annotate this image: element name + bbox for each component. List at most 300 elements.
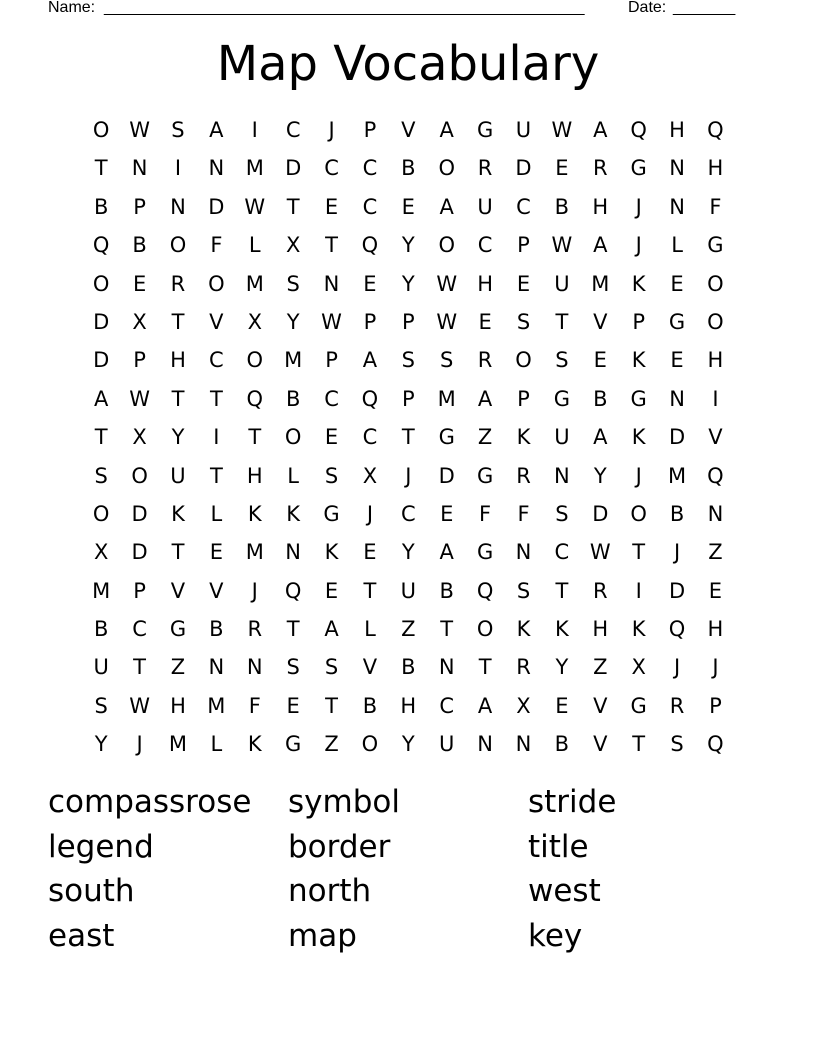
grid-cell[interactable]: G xyxy=(285,732,302,757)
word-list-item: stride xyxy=(528,784,617,820)
grid-cell[interactable]: C xyxy=(400,501,416,526)
grid-cell[interactable]: J xyxy=(635,233,642,258)
grid-cell[interactable]: V xyxy=(708,425,723,450)
name-field[interactable]: ______________________________________________________ xyxy=(104,0,585,16)
word-list-item: east xyxy=(48,917,115,954)
grid-cell[interactable]: A xyxy=(439,118,454,142)
grid-cell[interactable]: R xyxy=(477,348,493,373)
grid-cell[interactable]: Q xyxy=(284,578,302,603)
grid-cell[interactable]: J xyxy=(635,194,642,219)
grid-cell[interactable]: H xyxy=(707,617,724,642)
grid-cell[interactable]: W xyxy=(551,233,573,258)
grid-cell[interactable]: G xyxy=(630,386,647,411)
grid-cell[interactable]: F xyxy=(517,501,530,526)
grid-cell[interactable]: U xyxy=(400,578,416,603)
grid-cell[interactable]: R xyxy=(516,655,531,680)
grid-cell[interactable]: D xyxy=(285,156,302,181)
grid-cell[interactable]: P xyxy=(401,309,415,334)
grid-cell[interactable]: H xyxy=(400,693,417,718)
grid-cell[interactable]: C xyxy=(362,156,378,181)
grid-cell[interactable]: Y xyxy=(171,425,185,450)
grid-cell[interactable]: J xyxy=(251,578,258,603)
grid-cell[interactable]: O xyxy=(92,501,110,526)
grid-cell[interactable]: X xyxy=(631,655,646,680)
grid-cell[interactable]: Z xyxy=(324,732,339,757)
grid-cell[interactable]: M xyxy=(284,348,303,373)
grid-cell[interactable]: D xyxy=(93,309,110,334)
grid-cell[interactable]: S xyxy=(94,693,108,718)
grid-cell[interactable]: G xyxy=(553,386,571,411)
grid-cell[interactable]: Q xyxy=(361,233,379,258)
grid-cell[interactable]: E xyxy=(708,578,723,603)
grid-cell[interactable]: S xyxy=(324,655,339,680)
grid-cell[interactable]: K xyxy=(631,348,646,373)
grid-cell[interactable]: E xyxy=(363,540,377,565)
grid-cell[interactable]: N xyxy=(477,732,493,757)
grid-cell[interactable]: B xyxy=(401,655,416,680)
grid-cell[interactable]: X xyxy=(132,309,147,334)
grid-cell[interactable]: Y xyxy=(94,732,108,757)
grid-row xyxy=(82,188,735,226)
grid-cell[interactable]: M xyxy=(245,271,264,296)
grid-cell[interactable]: Y xyxy=(593,463,607,488)
grid-cell[interactable]: I xyxy=(174,156,182,181)
grid-cell[interactable]: A xyxy=(593,118,608,142)
grid-cell[interactable]: X xyxy=(132,425,147,450)
grid-cell[interactable]: A xyxy=(593,425,608,450)
grid-cell[interactable]: W xyxy=(436,271,458,296)
grid-cell[interactable]: H xyxy=(477,271,493,296)
grid-cell[interactable]: X xyxy=(516,693,531,718)
grid-cell[interactable]: S xyxy=(171,118,185,142)
grid-cell[interactable]: T xyxy=(555,309,569,334)
grid-cell[interactable]: A xyxy=(362,348,378,373)
grid-cell[interactable]: N xyxy=(170,194,186,219)
grid-cell[interactable]: K xyxy=(631,617,646,642)
grid-cell[interactable]: W xyxy=(436,309,458,334)
grid-cell[interactable]: A xyxy=(439,194,454,219)
grid-cell[interactable]: A xyxy=(324,617,339,642)
grid-cell[interactable]: C xyxy=(209,348,224,373)
grid-cell[interactable]: G xyxy=(668,309,686,334)
grid-cell[interactable]: J xyxy=(673,540,681,565)
grid-cell[interactable]: N xyxy=(669,386,685,411)
grid-cell[interactable]: Y xyxy=(555,655,569,680)
grid-cell[interactable]: B xyxy=(362,693,378,718)
grid-cell[interactable]: Z xyxy=(170,655,186,680)
grid-cell[interactable]: B xyxy=(439,578,454,603)
grid-cell[interactable]: S xyxy=(516,309,531,334)
grid-cell[interactable]: G xyxy=(707,233,724,258)
grid-cell[interactable]: E xyxy=(286,693,300,718)
grid-cell[interactable]: O xyxy=(246,348,264,373)
grid-cell[interactable]: W xyxy=(589,540,611,565)
grid-cell[interactable]: O xyxy=(284,425,302,450)
grid-cell[interactable]: N xyxy=(515,540,532,565)
grid-cell[interactable]: E xyxy=(401,194,415,219)
grid-cell[interactable]: G xyxy=(323,501,340,526)
grid-cell[interactable]: J xyxy=(328,118,335,142)
grid-cell[interactable]: D xyxy=(208,194,225,219)
grid-cell[interactable]: M xyxy=(92,578,111,603)
grid-cell[interactable]: S xyxy=(555,501,569,526)
grid-cell[interactable]: G xyxy=(630,693,647,718)
grid-cell[interactable]: R xyxy=(477,156,493,181)
grid-cell[interactable]: D xyxy=(131,540,148,565)
grid-cell[interactable]: O xyxy=(208,271,225,296)
grid-cell[interactable]: X xyxy=(285,233,301,258)
grid-cell[interactable]: U xyxy=(477,194,493,219)
grid-cell[interactable]: G xyxy=(476,540,494,565)
grid-cell[interactable]: B xyxy=(93,194,109,219)
grid-cell[interactable]: A xyxy=(477,386,493,411)
grid-cell[interactable]: L xyxy=(364,617,376,642)
grid-cell[interactable]: E xyxy=(132,271,147,296)
grid-cell[interactable]: Z xyxy=(593,655,608,680)
grid-cell[interactable]: M xyxy=(667,463,687,488)
grid-cell[interactable]: G xyxy=(476,118,494,142)
grid-cell[interactable]: N xyxy=(246,655,263,680)
grid-cell[interactable]: Q xyxy=(246,386,264,411)
grid-cell[interactable]: E xyxy=(209,540,223,565)
grid-cell[interactable]: R xyxy=(247,617,263,642)
grid-cell[interactable]: E xyxy=(593,348,607,373)
grid-cell[interactable]: M xyxy=(437,386,456,411)
grid-cell[interactable]: H xyxy=(707,156,724,181)
grid-cell[interactable]: W xyxy=(551,118,573,142)
grid-cell[interactable]: J xyxy=(673,655,681,680)
grid-cell[interactable]: R xyxy=(516,463,531,488)
grid-row xyxy=(82,226,735,264)
grid-cell[interactable]: N xyxy=(438,655,455,680)
grid-cell[interactable]: M xyxy=(168,732,188,757)
grid-cell[interactable]: O xyxy=(92,271,110,296)
grid-cell[interactable]: T xyxy=(478,655,492,680)
grid-cell[interactable]: Q xyxy=(361,386,379,411)
grid-cell[interactable]: A xyxy=(593,233,608,258)
grid-cell[interactable]: P xyxy=(133,348,146,373)
grid-cell[interactable]: U xyxy=(170,463,186,488)
grid-cell[interactable]: C xyxy=(132,617,147,642)
grid-cell[interactable]: S xyxy=(670,732,684,757)
grid-cell[interactable]: E xyxy=(324,578,339,603)
grid-cell[interactable]: X xyxy=(362,463,378,488)
grid-cell[interactable]: O xyxy=(92,118,110,142)
grid-cell[interactable]: V xyxy=(209,309,224,334)
grid-cell[interactable]: D xyxy=(668,578,686,603)
grid-cell[interactable]: C xyxy=(362,425,378,450)
grid-cell[interactable]: Q xyxy=(707,463,724,488)
grid-cell[interactable]: U xyxy=(439,732,455,757)
grid-cell[interactable]: C xyxy=(362,194,378,219)
grid-cell[interactable]: Z xyxy=(401,617,416,642)
date-field[interactable]: _______ xyxy=(673,0,736,16)
grid-cell[interactable]: B xyxy=(669,501,685,526)
grid-cell[interactable]: D xyxy=(131,501,148,526)
grid-cell[interactable]: R xyxy=(669,693,685,718)
grid-cell[interactable]: W xyxy=(321,309,342,334)
grid-cell[interactable]: P xyxy=(709,693,722,718)
grid-cell[interactable]: G xyxy=(438,425,455,450)
grid-cell[interactable]: D xyxy=(93,348,110,373)
grid-cell[interactable]: I xyxy=(635,578,642,603)
grid-cell[interactable]: T xyxy=(171,540,185,565)
grid-cell[interactable]: V xyxy=(401,118,416,142)
grid-cell[interactable]: O xyxy=(169,233,187,258)
grid-cell[interactable]: B xyxy=(132,233,147,258)
grid-cell[interactable]: G xyxy=(476,463,494,488)
grid-cell[interactable]: K xyxy=(631,425,646,450)
grid-cell[interactable]: Z xyxy=(477,425,493,450)
grid-cell[interactable]: L xyxy=(248,233,261,258)
grid-cell[interactable]: G xyxy=(169,617,187,642)
grid-cell[interactable]: S xyxy=(555,348,569,373)
grid-cell[interactable]: T xyxy=(133,655,146,680)
word-list-item: north xyxy=(288,873,372,909)
grid-cell[interactable]: Q xyxy=(707,732,724,757)
grid-cell[interactable]: S xyxy=(516,578,531,603)
grid-cell[interactable]: T xyxy=(286,194,300,219)
name-label: Name: xyxy=(48,0,96,16)
grid-cell[interactable]: J xyxy=(366,501,374,526)
grid-cell[interactable]: Y xyxy=(286,309,300,334)
grid-cell[interactable]: M xyxy=(207,693,226,718)
grid-cell[interactable]: T xyxy=(632,540,646,565)
grid-cell[interactable]: C xyxy=(285,118,301,142)
grid-cell[interactable]: Q xyxy=(92,233,110,258)
grid-cell[interactable]: K xyxy=(516,425,531,450)
grid-cell[interactable]: T xyxy=(325,233,338,258)
grid-cell[interactable]: M xyxy=(245,540,264,565)
grid-cell[interactable]: W xyxy=(244,194,266,219)
grid-cell[interactable]: H xyxy=(592,617,609,642)
grid-cell[interactable]: O xyxy=(707,309,724,334)
grid-cell[interactable]: X xyxy=(94,540,109,565)
grid-cell[interactable]: P xyxy=(133,194,146,219)
grid-cell[interactable]: A xyxy=(477,693,493,718)
grid-cell[interactable]: T xyxy=(171,386,185,411)
grid-cell[interactable]: U xyxy=(515,118,532,142)
grid-cell[interactable]: U xyxy=(554,271,570,296)
grid-cell[interactable]: K xyxy=(171,501,185,526)
grid-cell[interactable]: X xyxy=(247,309,262,334)
grid-cell[interactable]: A xyxy=(94,386,109,411)
grid-cell[interactable]: C xyxy=(324,156,339,181)
grid-cell[interactable]: S xyxy=(440,348,454,373)
grid-cell[interactable]: C xyxy=(439,693,455,718)
grid-cell[interactable]: Y xyxy=(401,540,415,565)
grid-cell[interactable]: P xyxy=(517,386,530,411)
grid-cell[interactable]: T xyxy=(325,693,338,718)
grid-cell[interactable]: E xyxy=(324,194,339,219)
grid-cell[interactable]: Q xyxy=(707,118,724,142)
grid-cell[interactable]: V xyxy=(593,693,608,718)
grid-cell[interactable]: O xyxy=(476,617,494,642)
grid-cell[interactable]: W xyxy=(129,386,150,411)
grid-cell[interactable]: T xyxy=(94,425,108,450)
grid-cell[interactable]: H xyxy=(170,348,186,373)
grid-cell[interactable]: B xyxy=(554,732,570,757)
grid-cell[interactable]: E xyxy=(670,271,684,296)
grid-cell[interactable]: K xyxy=(324,540,339,565)
grid-cell[interactable]: O xyxy=(707,271,724,296)
grid-cell[interactable]: V xyxy=(170,578,186,603)
grid-cell[interactable]: A xyxy=(209,118,224,142)
grid-cell[interactable]: W xyxy=(129,693,150,718)
grid-cell[interactable]: D xyxy=(515,156,532,181)
grid-cell[interactable]: K xyxy=(247,501,262,526)
grid-cell[interactable]: C xyxy=(516,194,531,219)
grid-cell[interactable]: Y xyxy=(401,732,415,757)
grid-cell[interactable]: E xyxy=(670,348,684,373)
grid-cell[interactable]: B xyxy=(593,386,608,411)
grid-cell[interactable]: B xyxy=(285,386,301,411)
grid-cell[interactable]: O xyxy=(515,348,532,373)
grid-cell[interactable]: C xyxy=(554,540,570,565)
grid-cell[interactable]: L xyxy=(287,463,299,488)
grid-cell[interactable]: S xyxy=(324,463,339,488)
grid-row xyxy=(82,648,735,686)
grid-cell[interactable]: J xyxy=(712,655,719,680)
grid-cell[interactable]: N xyxy=(131,156,148,181)
grid-cell[interactable]: P xyxy=(363,118,377,142)
grid-cell[interactable]: Y xyxy=(401,233,415,258)
grid-cell[interactable]: M xyxy=(591,271,610,296)
grid-cell[interactable]: K xyxy=(247,732,262,757)
grid-cell[interactable]: S xyxy=(286,271,300,296)
grid-cell[interactable]: P xyxy=(401,386,415,411)
grid-row xyxy=(82,457,735,495)
grid-cell[interactable]: P xyxy=(325,348,338,373)
grid-cell[interactable]: K xyxy=(286,501,301,526)
grid-cell[interactable]: T xyxy=(209,463,223,488)
grid-cell[interactable]: V xyxy=(209,578,224,603)
grid-cell[interactable]: K xyxy=(516,617,531,642)
grid-cell[interactable]: T xyxy=(555,578,569,603)
grid-cell[interactable]: J xyxy=(635,463,642,488)
grid-cell[interactable]: O xyxy=(361,732,379,757)
grid-cell[interactable]: E xyxy=(440,501,454,526)
grid-cell[interactable]: S xyxy=(286,655,300,680)
grid-cell[interactable]: D xyxy=(438,463,455,488)
grid-cell[interactable]: H xyxy=(669,118,685,142)
grid-cell[interactable]: N xyxy=(208,156,225,181)
grid-cell[interactable]: N xyxy=(515,732,532,757)
grid-cell[interactable]: T xyxy=(94,156,108,181)
grid-cell[interactable]: G xyxy=(630,156,647,181)
grid-cell[interactable]: R xyxy=(592,578,608,603)
grid-cell[interactable]: H xyxy=(246,463,263,488)
grid-cell[interactable]: E xyxy=(555,693,569,718)
grid-cell[interactable]: S xyxy=(94,463,108,488)
grid-cell[interactable]: H xyxy=(170,693,186,718)
grid-cell[interactable]: H xyxy=(707,348,724,373)
grid-cell[interactable]: N xyxy=(285,540,301,565)
grid-cell[interactable]: V xyxy=(593,309,608,334)
word-list-item: map xyxy=(288,917,357,954)
grid-cell[interactable]: O xyxy=(630,501,647,526)
grid-cell[interactable]: C xyxy=(324,386,339,411)
grid-cell[interactable]: B xyxy=(93,617,109,642)
grid-cell[interactable]: L xyxy=(671,233,683,258)
grid-cell[interactable]: D xyxy=(592,501,609,526)
grid-cell[interactable]: A xyxy=(439,540,454,565)
grid-cell[interactable]: N xyxy=(707,501,724,526)
grid-cell[interactable]: J xyxy=(136,732,143,757)
grid-cell[interactable]: E xyxy=(363,271,377,296)
grid-cell[interactable]: U xyxy=(554,425,570,450)
grid-cell[interactable]: K xyxy=(631,271,646,296)
grid-cell[interactable]: E xyxy=(478,309,492,334)
grid-cell[interactable]: R xyxy=(592,156,608,181)
grid-cell[interactable]: B xyxy=(554,194,570,219)
grid-cell[interactable]: C xyxy=(477,233,493,258)
grid-cell[interactable]: R xyxy=(170,271,186,296)
grid-cell[interactable]: B xyxy=(401,156,416,181)
grid-cell[interactable]: D xyxy=(668,425,686,450)
grid-cell[interactable]: T xyxy=(440,617,454,642)
grid-cell[interactable]: F xyxy=(479,501,492,526)
grid-cell[interactable]: Q xyxy=(476,578,494,603)
grid-cell[interactable]: O xyxy=(131,463,148,488)
grid-cell[interactable]: T xyxy=(286,617,300,642)
grid-cell[interactable]: P xyxy=(133,578,146,603)
grid-cell[interactable]: Q xyxy=(668,617,686,642)
grid-cell[interactable]: K xyxy=(554,617,569,642)
grid-cell[interactable]: Q xyxy=(630,118,647,142)
grid-cell[interactable]: S xyxy=(401,348,415,373)
grid-cell[interactable]: F xyxy=(248,693,261,718)
grid-cell[interactable]: E xyxy=(324,425,339,450)
grid-cell[interactable]: O xyxy=(438,156,455,181)
grid-cell[interactable]: P xyxy=(363,309,377,334)
grid-cell[interactable]: U xyxy=(93,655,109,680)
grid-cell[interactable]: P xyxy=(632,309,645,334)
grid-cell[interactable]: Z xyxy=(708,540,723,565)
grid-cell[interactable]: I xyxy=(213,425,220,450)
grid-cell[interactable]: N xyxy=(554,463,570,488)
grid-cell[interactable]: L xyxy=(210,501,223,526)
grid-cell[interactable]: E xyxy=(555,156,569,181)
grid-cell[interactable]: I xyxy=(251,118,258,142)
grid-cell[interactable]: O xyxy=(438,233,455,258)
grid-cell[interactable]: L xyxy=(210,732,223,757)
grid-cell[interactable]: F xyxy=(210,233,223,258)
grid-cell[interactable]: B xyxy=(209,617,224,642)
grid-cell[interactable]: N xyxy=(669,194,685,219)
grid-cell[interactable]: V xyxy=(593,732,608,757)
grid-cell[interactable]: T xyxy=(363,578,377,603)
grid-cell[interactable]: T xyxy=(632,732,646,757)
grid-cell[interactable]: N xyxy=(208,655,225,680)
grid-cell[interactable]: M xyxy=(245,156,264,181)
grid-cell[interactable]: T xyxy=(209,386,223,411)
grid-cell[interactable]: P xyxy=(517,233,530,258)
grid-cell[interactable]: F xyxy=(709,194,722,219)
grid-cell[interactable]: T xyxy=(248,425,262,450)
grid-cell[interactable]: J xyxy=(405,463,412,488)
grid-cell[interactable]: N xyxy=(323,271,340,296)
grid-cell[interactable]: W xyxy=(129,118,150,142)
grid-cell[interactable]: V xyxy=(362,655,378,680)
grid-cell[interactable]: T xyxy=(171,309,185,334)
grid-cell[interactable]: T xyxy=(401,425,415,450)
grid-cell[interactable]: I xyxy=(712,386,719,411)
grid-cell[interactable]: E xyxy=(516,271,531,296)
grid-cell[interactable]: N xyxy=(669,156,685,181)
grid-cell[interactable]: H xyxy=(592,194,609,219)
grid-cell[interactable]: Y xyxy=(401,271,415,296)
